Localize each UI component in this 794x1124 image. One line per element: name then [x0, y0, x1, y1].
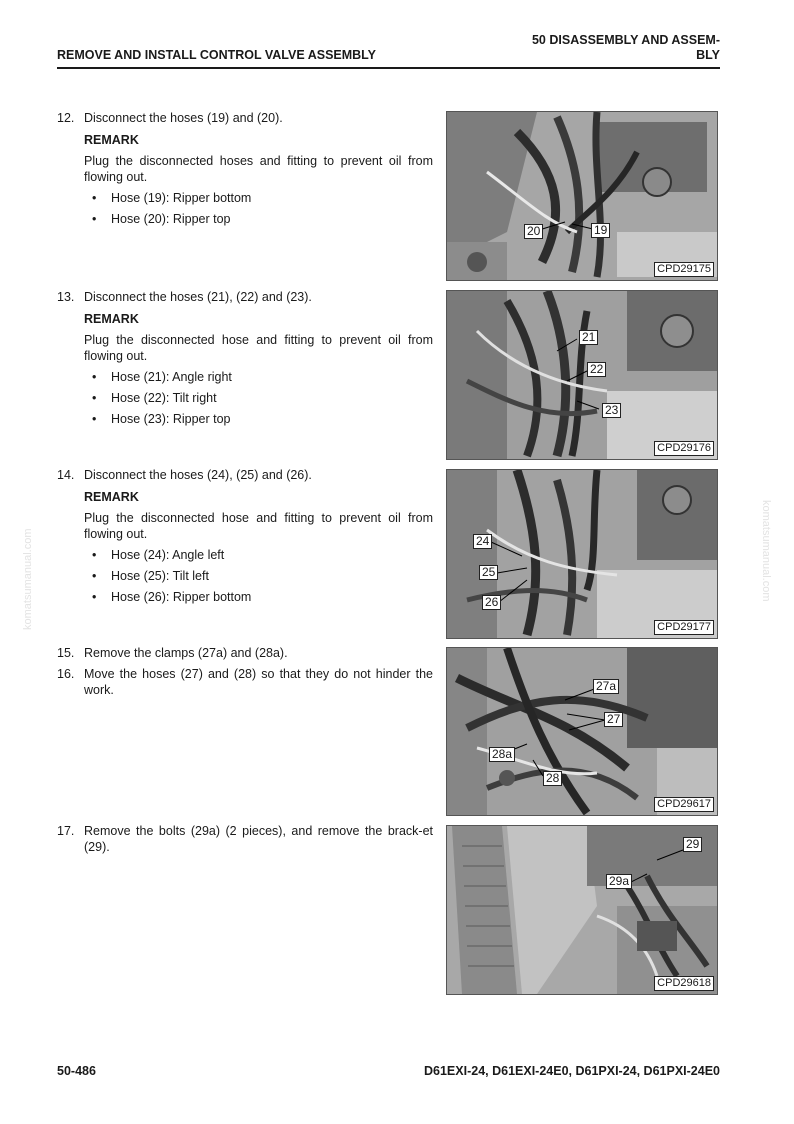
figure-photo: [446, 825, 718, 995]
step-14: [57, 467, 433, 605]
machinery-photo: [447, 291, 717, 459]
callout-label: 28: [543, 771, 562, 786]
figure-code: CPD29177: [654, 620, 714, 635]
section-title: [460, 33, 720, 63]
step-15: [57, 645, 433, 661]
step-number: 12.: [57, 111, 75, 125]
remark-label: REMARK: [84, 312, 139, 326]
callout-label: 27a: [593, 679, 619, 694]
section-title-line2: BLY: [696, 48, 720, 62]
figure-photo: [446, 469, 718, 639]
page-title: REMOVE AND INSTALL CONTROL VALVE ASSEMBLY: [57, 48, 377, 62]
step-number: 17.: [57, 824, 75, 838]
step-number: 15.: [57, 646, 75, 660]
step-13: [57, 289, 433, 427]
watermark-right: komatsumanual.com: [760, 500, 772, 602]
step-text: Disconnect the hoses (24), (25) and (26).: [84, 468, 312, 482]
list-item: • Hose (24): Angle left: [92, 548, 225, 562]
figure-photo: [446, 290, 718, 460]
machinery-photo: [447, 648, 717, 815]
bullet-list: [84, 369, 433, 427]
machinery-photo: [447, 826, 717, 994]
model-list: D61EXI-24, D61EXI-24E0, D61PXI-24, D61PXI-24E0: [424, 1064, 720, 1078]
list-item: • Hose (19): Ripper bottom: [92, 191, 252, 205]
list-item: • Hose (22): Tilt right: [92, 391, 217, 405]
machinery-photo: [447, 470, 717, 638]
figure-photo: [446, 647, 718, 816]
callout-label: 24: [473, 534, 492, 549]
remark-label: REMARK: [84, 133, 139, 147]
step-number: 14.: [57, 468, 75, 482]
remark-note: Plug the disconnected hose and fitting to prevent oil from flowing out.: [84, 333, 433, 363]
step-17: [57, 823, 433, 855]
list-item: • Hose (25): Tilt left: [92, 569, 209, 583]
list-item: • Hose (26): Ripper bottom: [92, 590, 252, 604]
list-item: • Hose (21): Angle right: [92, 370, 232, 384]
step-12: [57, 110, 433, 227]
step-text: Disconnect the hoses (19) and (20).: [84, 111, 283, 125]
header-rule: [57, 67, 720, 69]
figure-code: CPD29617: [654, 797, 714, 812]
callout-label: 29a: [606, 874, 632, 889]
figure-code: CPD29176: [654, 441, 714, 456]
machinery-photo: [447, 112, 717, 280]
callout-label: 23: [602, 403, 621, 418]
callout-label: 19: [591, 223, 610, 238]
callout-label: 22: [587, 362, 606, 377]
step-text: Move the hoses (27) and (28) so that they do not hinder the work.: [84, 667, 433, 697]
bullet-list: [84, 190, 433, 227]
figure-photo: [446, 111, 718, 281]
step-16: [57, 666, 433, 698]
callout-label: 25: [479, 565, 498, 580]
section-title-line1: 50 DISASSEMBLY AND ASSEM-: [531, 33, 720, 47]
watermark-left: komatsumanual.com: [22, 528, 34, 630]
step-text: Remove the clamps (27a) and (28a).: [84, 646, 288, 660]
step-text: Disconnect the hoses (21), (22) and (23).: [84, 290, 312, 304]
callout-label: 26: [482, 595, 501, 610]
step-text: Remove the bolts (29a) (2 pieces), and remove the brack-et (29).: [84, 824, 433, 854]
list-item: • Hose (23): Ripper top: [92, 412, 231, 426]
list-item: • Hose (20): Ripper top: [92, 212, 231, 226]
remark-note: Plug the disconnected hose and fitting to prevent oil from flowing out.: [84, 511, 433, 541]
figure-code: CPD29618: [654, 976, 714, 991]
callout-label: 29: [683, 837, 702, 852]
step-number: 16.: [57, 667, 75, 681]
remark-label: REMARK: [84, 490, 139, 504]
bullet-list: [84, 547, 433, 605]
callout-label: 28a: [489, 747, 515, 762]
page-number: 50-486: [57, 1064, 96, 1078]
callout-label: 20: [524, 224, 543, 239]
step-number: 13.: [57, 290, 75, 304]
remark-note: Plug the disconnected hoses and fitting to prevent oil from flowing out.: [84, 154, 433, 184]
callout-label: 21: [579, 330, 598, 345]
figure-code: CPD29175: [654, 262, 714, 277]
callout-label: 27: [604, 712, 623, 727]
